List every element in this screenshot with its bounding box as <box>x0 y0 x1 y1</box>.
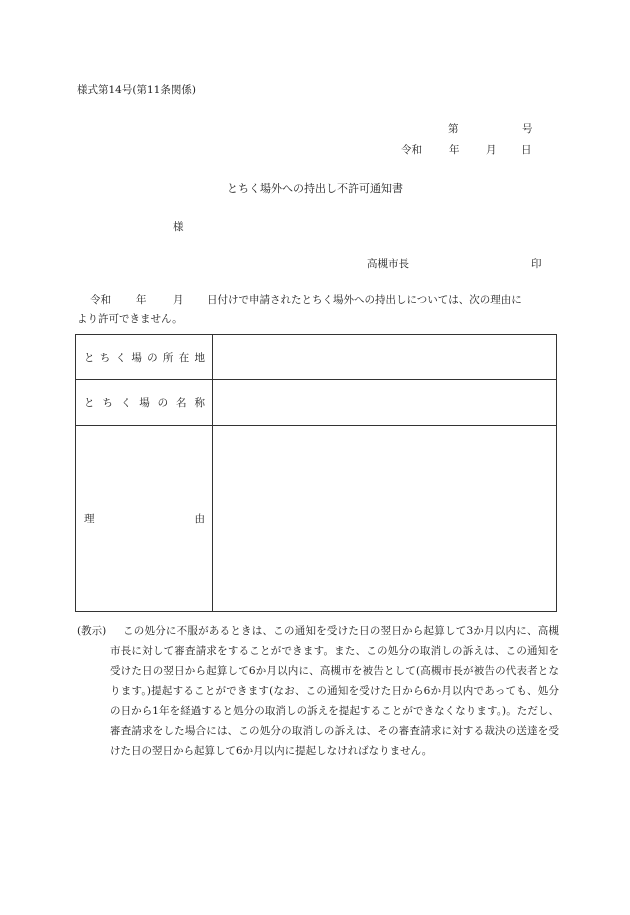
value-reason[interactable] <box>213 426 557 612</box>
value-name[interactable] <box>213 380 557 426</box>
row-name <box>76 380 557 426</box>
body-month: 月 <box>173 294 184 306</box>
row-location <box>76 335 557 380</box>
body-line-2: より許可できません。 <box>77 313 183 325</box>
label-char: ち <box>102 397 113 409</box>
label-char: 名 <box>176 397 187 409</box>
body-year: 年 <box>136 294 147 306</box>
date-era: 令和 <box>401 144 422 156</box>
seal-mark: 印 <box>531 258 542 270</box>
notice-head: (教示) <box>77 625 107 637</box>
document-title: とちく場外への持出し不許可通知書 <box>227 182 403 195</box>
addressee-sama: 様 <box>173 221 184 233</box>
notice-block <box>77 621 559 761</box>
date-day: 日 <box>521 144 532 156</box>
label-char: く <box>120 397 132 409</box>
body-line-1 <box>77 291 559 310</box>
label-char: と <box>84 351 95 364</box>
notice-text: この処分に不服があるときは、この通知を受けた日の翌日から起算して3か月以内に、高槻市長に対して審査請求をすることができます。また、この処分の取消しの訴えは、この通知を受けた日の翌日から起算して6か月以内に、高槻市を被告として(高槻市長が被告の代表者となります。)提起することができます(なお、この通知を受けた日から6か月以内であっても、処分の日から1年を経過すると処分の取消しの訴えを提起することができなくなります。)。ただし、審査請求をした場合には、この処分の取消しの訴えは、その審査請求に対する裁決の送達を受けた日の翌日から起算して6か月以内に提起しなければなりません。 <box>110 625 559 757</box>
label-name <box>76 380 213 426</box>
row-reason <box>76 426 557 612</box>
label-char: 由 <box>194 513 205 525</box>
date-month: 月 <box>486 144 497 156</box>
number-dai: 第 <box>448 123 459 135</box>
body-paragraph <box>77 291 559 329</box>
info-table <box>75 334 557 612</box>
date-year: 年 <box>449 144 460 156</box>
body-era: 令和 <box>90 294 111 306</box>
number-go: 号 <box>522 123 533 135</box>
label-char: 理 <box>84 513 95 525</box>
label-char: と <box>84 397 95 409</box>
label-location <box>76 335 213 380</box>
label-char: の <box>157 397 169 409</box>
label-char: 地 <box>194 351 205 364</box>
label-char: 称 <box>194 397 205 409</box>
label-char: 所 <box>162 351 174 364</box>
issuer-name: 高槻市長 <box>367 258 409 270</box>
label-char: 場 <box>139 397 150 409</box>
form-label: 様式第14号(第11条関係) <box>77 84 196 96</box>
value-location[interactable] <box>213 335 557 380</box>
label-char: く <box>115 351 127 364</box>
label-char: ち <box>99 351 111 364</box>
label-char: の <box>147 351 158 364</box>
label-char: 場 <box>131 351 142 364</box>
label-char: 在 <box>178 351 190 364</box>
body-line1-rest: 日付けで申請されたとちく場外への持出しについては、次の理由に <box>207 294 522 306</box>
label-reason <box>76 426 213 612</box>
